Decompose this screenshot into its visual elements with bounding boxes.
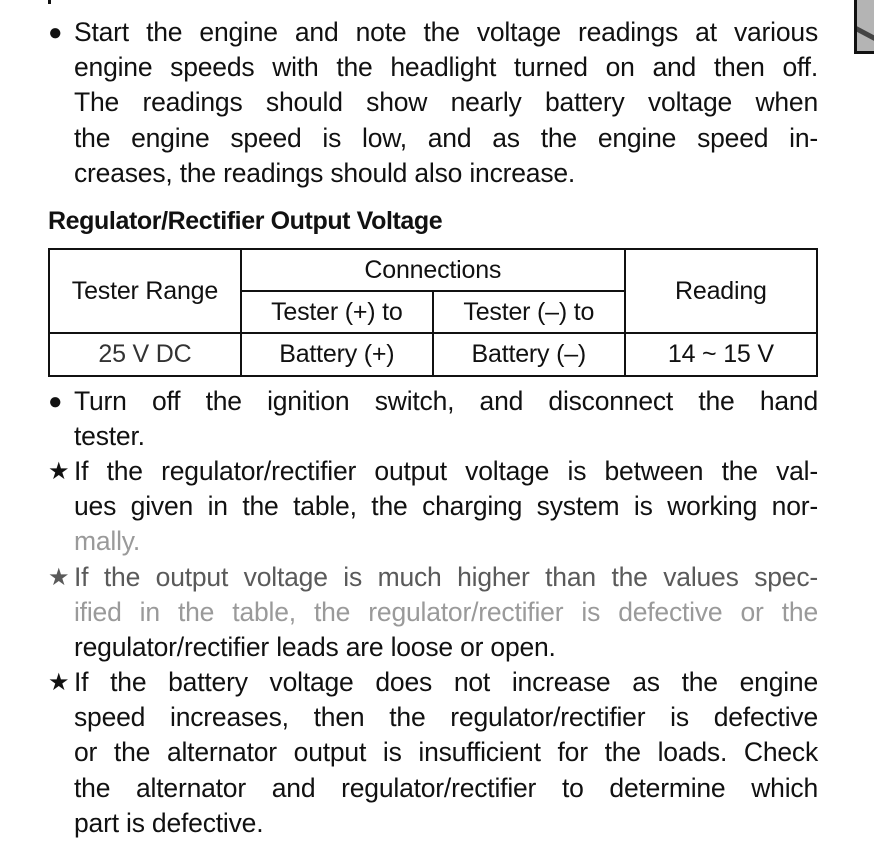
text-line: speed increases, then the regulator/rectifier is defective — [74, 702, 818, 733]
table-title: Regulator/Rectifier Output Voltage — [48, 207, 443, 235]
cell-tester-plus-to: Battery (+) — [241, 333, 433, 376]
text-line: If the output voltage is much higher than the values spec- — [74, 562, 818, 592]
text-line: Start the engine and note the voltage readings at various — [74, 17, 818, 47]
note-voltage-not-increasing — [48, 665, 818, 841]
text-line: the alternator and regulator/rectifier to determine which — [74, 772, 818, 803]
text-line: The readings should show nearly battery voltage when — [74, 87, 818, 118]
text-line: creases, the readings should also increase. — [74, 157, 576, 188]
instruction-text — [74, 384, 818, 454]
text-line: ues given in the table, the charging system is working nor- — [74, 491, 818, 522]
instruction-text — [74, 15, 818, 191]
text-line: engine speeds with the headlight turned on and then off. — [74, 52, 818, 83]
text-line: ified in the table, the regulator/rectifier is defective or the — [74, 597, 818, 628]
note-text — [74, 560, 818, 666]
note-normal-output — [48, 454, 818, 560]
note-output-too-high — [48, 560, 818, 666]
bullet-icon: ● — [48, 19, 63, 46]
header-connections: Connections — [241, 249, 625, 291]
star-icon: ★ — [48, 564, 70, 591]
cell-tester-range: 25 V DC — [49, 333, 241, 376]
cropped-heading-fragment — [48, 0, 59, 4]
text-line: Turn off the ignition switch, and disconnect the hand — [74, 386, 818, 416]
text-line: mally. — [74, 526, 141, 557]
instruction-turn-off — [48, 384, 818, 454]
text-line: If the regulator/rectifier output voltage is between the val- — [74, 456, 818, 486]
table-row — [49, 333, 817, 376]
table-header-row — [49, 249, 817, 291]
bullet-icon: ● — [48, 388, 63, 415]
page-edge-thumbnail — [854, 0, 874, 54]
text-line: the engine speed is low, and as the engine speed in- — [74, 122, 818, 153]
header-tester-minus-to: Tester (–) to — [433, 291, 625, 333]
header-reading: Reading — [625, 249, 817, 333]
header-tester-range: Tester Range — [49, 249, 241, 333]
output-voltage-table — [48, 248, 818, 377]
note-text — [74, 454, 818, 560]
header-tester-plus-to: Tester (+) to — [241, 291, 433, 333]
text-line: or the alternator output is insufficient for the loads. Check — [74, 737, 818, 768]
cell-tester-minus-to: Battery (–) — [433, 333, 625, 376]
text-line: regulator/rectifier leads are loose or open. — [74, 632, 556, 663]
star-icon: ★ — [48, 458, 70, 485]
note-text — [74, 665, 818, 841]
text-line: tester. — [74, 421, 145, 452]
text-line: part is defective. — [74, 807, 264, 838]
star-icon: ★ — [48, 669, 70, 696]
cell-reading: 14 ~ 15 V — [625, 333, 817, 376]
text-line: If the battery voltage does not increase as the engine — [74, 667, 818, 697]
instruction-start-engine — [48, 15, 818, 191]
